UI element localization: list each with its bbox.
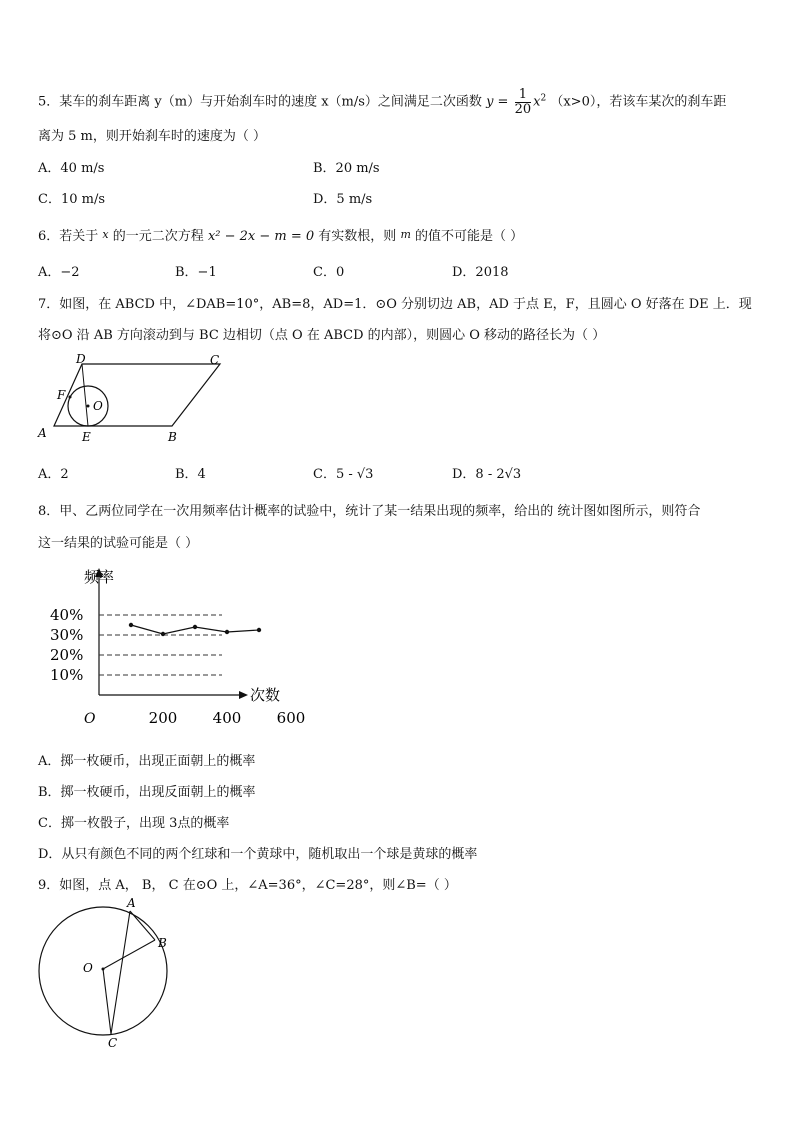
q8-stem-line2: 这一结果的试验可能是（ ） [38, 536, 199, 551]
label-c: C [108, 1036, 118, 1050]
q5-frac-num: 1 [515, 88, 532, 103]
segment-ac [111, 911, 130, 1034]
q9-circle-figure [30, 895, 180, 1050]
q8-option-d: D．从只有颜色不同的两个红球和一个黄球中，随机取出一个球是黄球的概率 [38, 847, 478, 862]
q6-text-d: 的值不可能是（ ） [415, 229, 524, 244]
data-point [193, 625, 197, 629]
q7-stem-line1: 7．如图，在 ABCD 中，∠DAB=10°，AB=8，AD=1．⊙O 分别切边 AB，AD 于点 E，F，且圆心 O 好落在 DE 上．现 [38, 297, 752, 312]
q5-stem-line2: 离为 5 m，则开始刹车时的速度为（ ） [38, 129, 266, 144]
q6-text-a: 6．若关于 [38, 229, 99, 244]
x-axis-label: 次数 [250, 686, 281, 704]
q5-formula-x: x [533, 94, 541, 110]
x-tick-label: 600 [276, 709, 306, 727]
label-b: B [168, 430, 177, 444]
q6-stem [38, 225, 523, 244]
q5-fraction [515, 88, 532, 116]
label-o: O [83, 961, 93, 975]
q7-stem-line2: 将⊙O 沿 AB 方向滚动到与 BC 边相切（点 O 在 ABCD 的内部），则圆心 O 移动的路径长为（ ） [38, 328, 606, 343]
data-point [225, 630, 229, 634]
label-o: O [93, 399, 103, 413]
q7-option-d: D．8 - 2√3 [452, 467, 522, 482]
q5-frac-den: 20 [514, 101, 532, 117]
q5-option-c: C．10 m/s [38, 192, 105, 207]
q6-text-b: 的一元二次方程 [112, 229, 204, 244]
segment-oc [103, 969, 111, 1034]
label-e: E [82, 430, 91, 444]
q5-option-b: B．20 m/s [313, 161, 380, 176]
q8-frequency-chart [50, 560, 306, 735]
q7-option-b: B．4 [175, 467, 206, 482]
label-a: A [38, 426, 47, 440]
x-tick-label: 400 [212, 709, 242, 727]
q6-var-x: x [102, 228, 109, 241]
q6-option-b: B．−1 [175, 265, 217, 280]
label-d: D [76, 352, 86, 366]
q6-option-d: D．2018 [452, 265, 509, 280]
q7-parallelogram-figure [30, 350, 240, 450]
segment-ab [130, 911, 155, 940]
q5-option-d: D．5 m/s [313, 192, 373, 207]
y-tick-label: 40% [50, 606, 84, 624]
q6-var-m: m [400, 228, 411, 241]
segment-bo [103, 940, 155, 969]
x-tick-label: 200 [148, 709, 178, 727]
y-tick-label: 10% [50, 666, 84, 684]
q6-option-c: C．0 [313, 265, 345, 280]
x-axis-arrow [239, 691, 248, 699]
label-b: B [158, 936, 167, 950]
center-o-dot [87, 405, 90, 408]
point-f-dot [69, 396, 72, 399]
parallelogram-abcd [54, 364, 220, 426]
data-point [161, 632, 165, 636]
label-c: C [210, 353, 220, 367]
q7-option-c: C．5 - √3 [313, 467, 374, 482]
q5-cond: （x>0），若该车某次的刹车距 [550, 94, 727, 110]
q5-formula-y: y = [486, 94, 509, 110]
label-a: A [127, 896, 136, 910]
q9-stem: 9．如图，点 A， B， C 在⊙O 上，∠A=36°，∠C=28°，则∠B=（ ） [38, 878, 457, 893]
q5-text-a: 5．某车的刹车距离 y（m）与开始刹车时的速度 x（m/s）之间满足二次函数 [38, 94, 482, 110]
y-axis-label: 频率 [84, 568, 115, 586]
segment-de [82, 364, 88, 426]
center-dot [102, 968, 105, 971]
data-point [129, 623, 133, 627]
q5-stem-line1 [38, 88, 726, 116]
q5-option-a: A．40 m/s [38, 161, 105, 176]
q8-stem-line1: 8．甲、乙两位同学在一次用频率估计概率的试验中，统计了某一结果出现的频率，给出的 统计图如图所示，则符合 [38, 504, 701, 519]
q7-option-a: A．2 [38, 467, 69, 482]
q6-text-c: 有实数根，则 [318, 229, 397, 244]
q6-option-a: A．−2 [38, 265, 80, 280]
y-tick-label: 20% [50, 646, 84, 664]
q6-equation: x² − 2x − m = 0 [207, 229, 315, 244]
label-f: F [57, 388, 66, 402]
origin-label: O [84, 711, 96, 727]
y-tick-label: 30% [50, 626, 84, 644]
q8-option-a: A．掷一枚硬币，出现正面朝上的概率 [38, 754, 256, 769]
q8-option-c: C．掷一枚骰子，出现 3点的概率 [38, 816, 230, 831]
q5-formula-exp: 2 [540, 93, 547, 104]
q8-option-b: B．掷一枚硬币，出现反面朝上的概率 [38, 785, 256, 800]
data-point [257, 628, 261, 632]
